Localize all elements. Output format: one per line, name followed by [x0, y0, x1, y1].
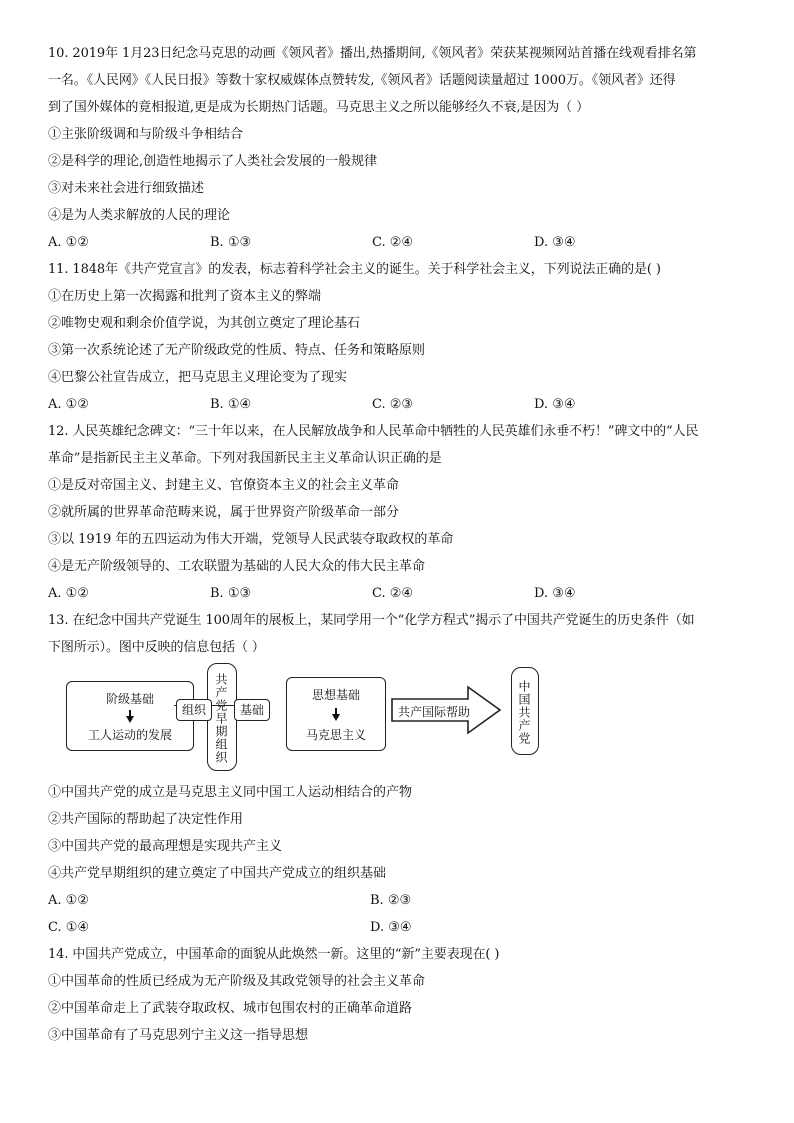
statement-2: ②中国革命走上了武装夺取政权、城市包围农村的正确革命道路 [48, 1001, 413, 1016]
organization-label-box [176, 699, 212, 721]
choice-d[interactable]: D. ③④ [534, 235, 576, 250]
statement-2: ②共产国际的帮助起了决定性作用 [48, 812, 244, 827]
statement-2: ②唯物史观和剩余价值学说，为其创立奠定了理论基石 [48, 316, 361, 331]
arrow-down-icon [332, 714, 340, 721]
box-top-label: 阶级基础 [105, 692, 154, 706]
statement-1: ①中国共产党的成立是马克思主义同中国工人运动相结合的产物 [48, 785, 413, 800]
statement-3: ③对未来社会进行细致描述 [48, 181, 205, 196]
result-box [511, 667, 539, 755]
box-top-label: 思想基础 [311, 688, 360, 702]
answer-choices [48, 229, 760, 256]
statement-4: ④共产党早期组织的建立奠定了中国共产党成立的组织基础 [48, 866, 387, 881]
answer-choices-row-1 [48, 887, 760, 914]
choice-c[interactable]: C. ①④ [48, 920, 90, 935]
statement-4: ④巴黎公社宣告成立，把马克思主义理论变为了现实 [48, 370, 348, 385]
ideological-foundation-box [286, 677, 386, 751]
answer-choices [48, 391, 760, 418]
question-stem-line: 13. 在纪念中国共产党诞生 100周年的展板上，某同学用一个“化学方程式”揭示了中国共产党诞生的历史条件（如 [48, 613, 695, 628]
question-14 [48, 941, 760, 1049]
question-stem-line: 下图所示）。图中反映的信息包括（ ） [48, 640, 265, 655]
statement-3: ③中国革命有了马克思列宁主义这一指导思想 [48, 1028, 309, 1043]
question-13 [48, 607, 760, 941]
question-12 [48, 418, 760, 607]
answer-choices-row-2 [48, 914, 760, 941]
statement-1: ①在历史上第一次揭露和批判了资本主义的弊端 [48, 289, 322, 304]
choice-b[interactable]: B. ①④ [210, 397, 252, 412]
foundation-label-box [234, 699, 270, 721]
question-11 [48, 256, 760, 418]
choice-a[interactable]: A. ①② [48, 586, 89, 601]
statement-3: ③第一次系统论述了无产阶级政党的性质、特点、任务和策略原则 [48, 343, 426, 358]
statement-4: ④是无产阶级领导的、工农联盟为基础的人民大众的伟大民主革命 [48, 559, 426, 574]
choice-b[interactable]: B. ①③ [210, 586, 252, 601]
choice-a[interactable]: A. ①② [48, 397, 89, 412]
question-stem-line: 10. 2019年 1月23日纪念马克思的动画《领风者》播出,热播期间,《领风者》荣获某视频网站首播在线观看排名第 [48, 46, 697, 61]
question-stem-line: 一名。《人民网》《人民日报》等数十家权威媒体点赞转发,《领风者》话题阅读量超过 1000万。《领风者》还得 [48, 73, 676, 88]
choice-d[interactable]: D. ③④ [370, 920, 412, 935]
catalyst-right-label: 基础 [239, 703, 264, 717]
choice-d[interactable]: D. ③④ [534, 397, 576, 412]
answer-choices [48, 580, 760, 607]
question-stem-line: 11. 1848年《共产党宣言》的发表，标志着科学社会主义的诞生。关于科学社会主义，下列说法正确的是( ) [48, 262, 661, 277]
choice-a[interactable]: A. ①② [48, 893, 89, 908]
statement-1: ①主张阶级调和与阶级斗争相结合 [48, 127, 244, 142]
question-stem-line: 到了国外媒体的竟相报道,更是成为长期热门话题。马克思主义之所以能够经久不衰,是因为（ ） [48, 100, 589, 115]
catalyst-left-label: 组织 [181, 703, 206, 717]
choice-d[interactable]: D. ③④ [534, 586, 576, 601]
question-stem-line: 14. 中国共产党成立，中国革命的面貌从此焕然一新。这里的“新”主要表现在( ) [48, 947, 500, 962]
box-bottom-label: 工人运动的发展 [87, 728, 172, 742]
choice-c[interactable]: C. ②④ [372, 235, 414, 250]
box-bottom-label: 马克思主义 [305, 728, 366, 742]
choice-b[interactable]: B. ①③ [210, 235, 252, 250]
question-stem-line: 革命”是指新民主主义革命。下列对我国新民主主义革命认识正确的是 [48, 451, 442, 466]
question-10 [48, 40, 760, 256]
statement-3: ③中国共产党的最高理想是实现共产主义 [48, 839, 283, 854]
question-stem-line: 12. 人民英雄纪念碑文：“三十年以来，在人民解放战争和人民革命中牺牲的人民英雄们永垂不朽！”碑文中的“人民 [48, 424, 699, 439]
arrow-down-icon [126, 716, 134, 723]
statement-1: ①中国革命的性质已经成为无产阶级及其政党领导的社会主义革命 [48, 974, 426, 989]
statement-1: ①是反对帝国主义、封建主义、官僚资本主义的社会主义革命 [48, 478, 400, 493]
class-foundation-box [66, 681, 194, 751]
choice-b[interactable]: B. ②③ [370, 893, 412, 908]
statement-4: ④是为人类求解放的人民的理论 [48, 208, 231, 223]
catalyst-label: 共产党早期组织 [214, 672, 228, 764]
statement-2: ②是科学的理论,创造性地揭示了人类社会发展的一般规律 [48, 154, 378, 169]
chemical-equation-diagram [48, 663, 760, 775]
arrow-label: 共产国际帮助 [397, 705, 470, 719]
choice-c[interactable]: C. ②④ [372, 586, 414, 601]
choice-a[interactable]: A. ①② [48, 235, 89, 250]
statement-3: ③以 1919 年的五四运动为伟大开端，党领导人民武装夺取政权的革命 [48, 532, 454, 547]
statement-2: ②就所属的世界革命范畴来说，属于世界资产阶级革命一部分 [48, 505, 400, 520]
result-label: 中国共产党 [517, 679, 531, 745]
exam-page [48, 40, 760, 1049]
choice-c[interactable]: C. ②③ [372, 397, 414, 412]
